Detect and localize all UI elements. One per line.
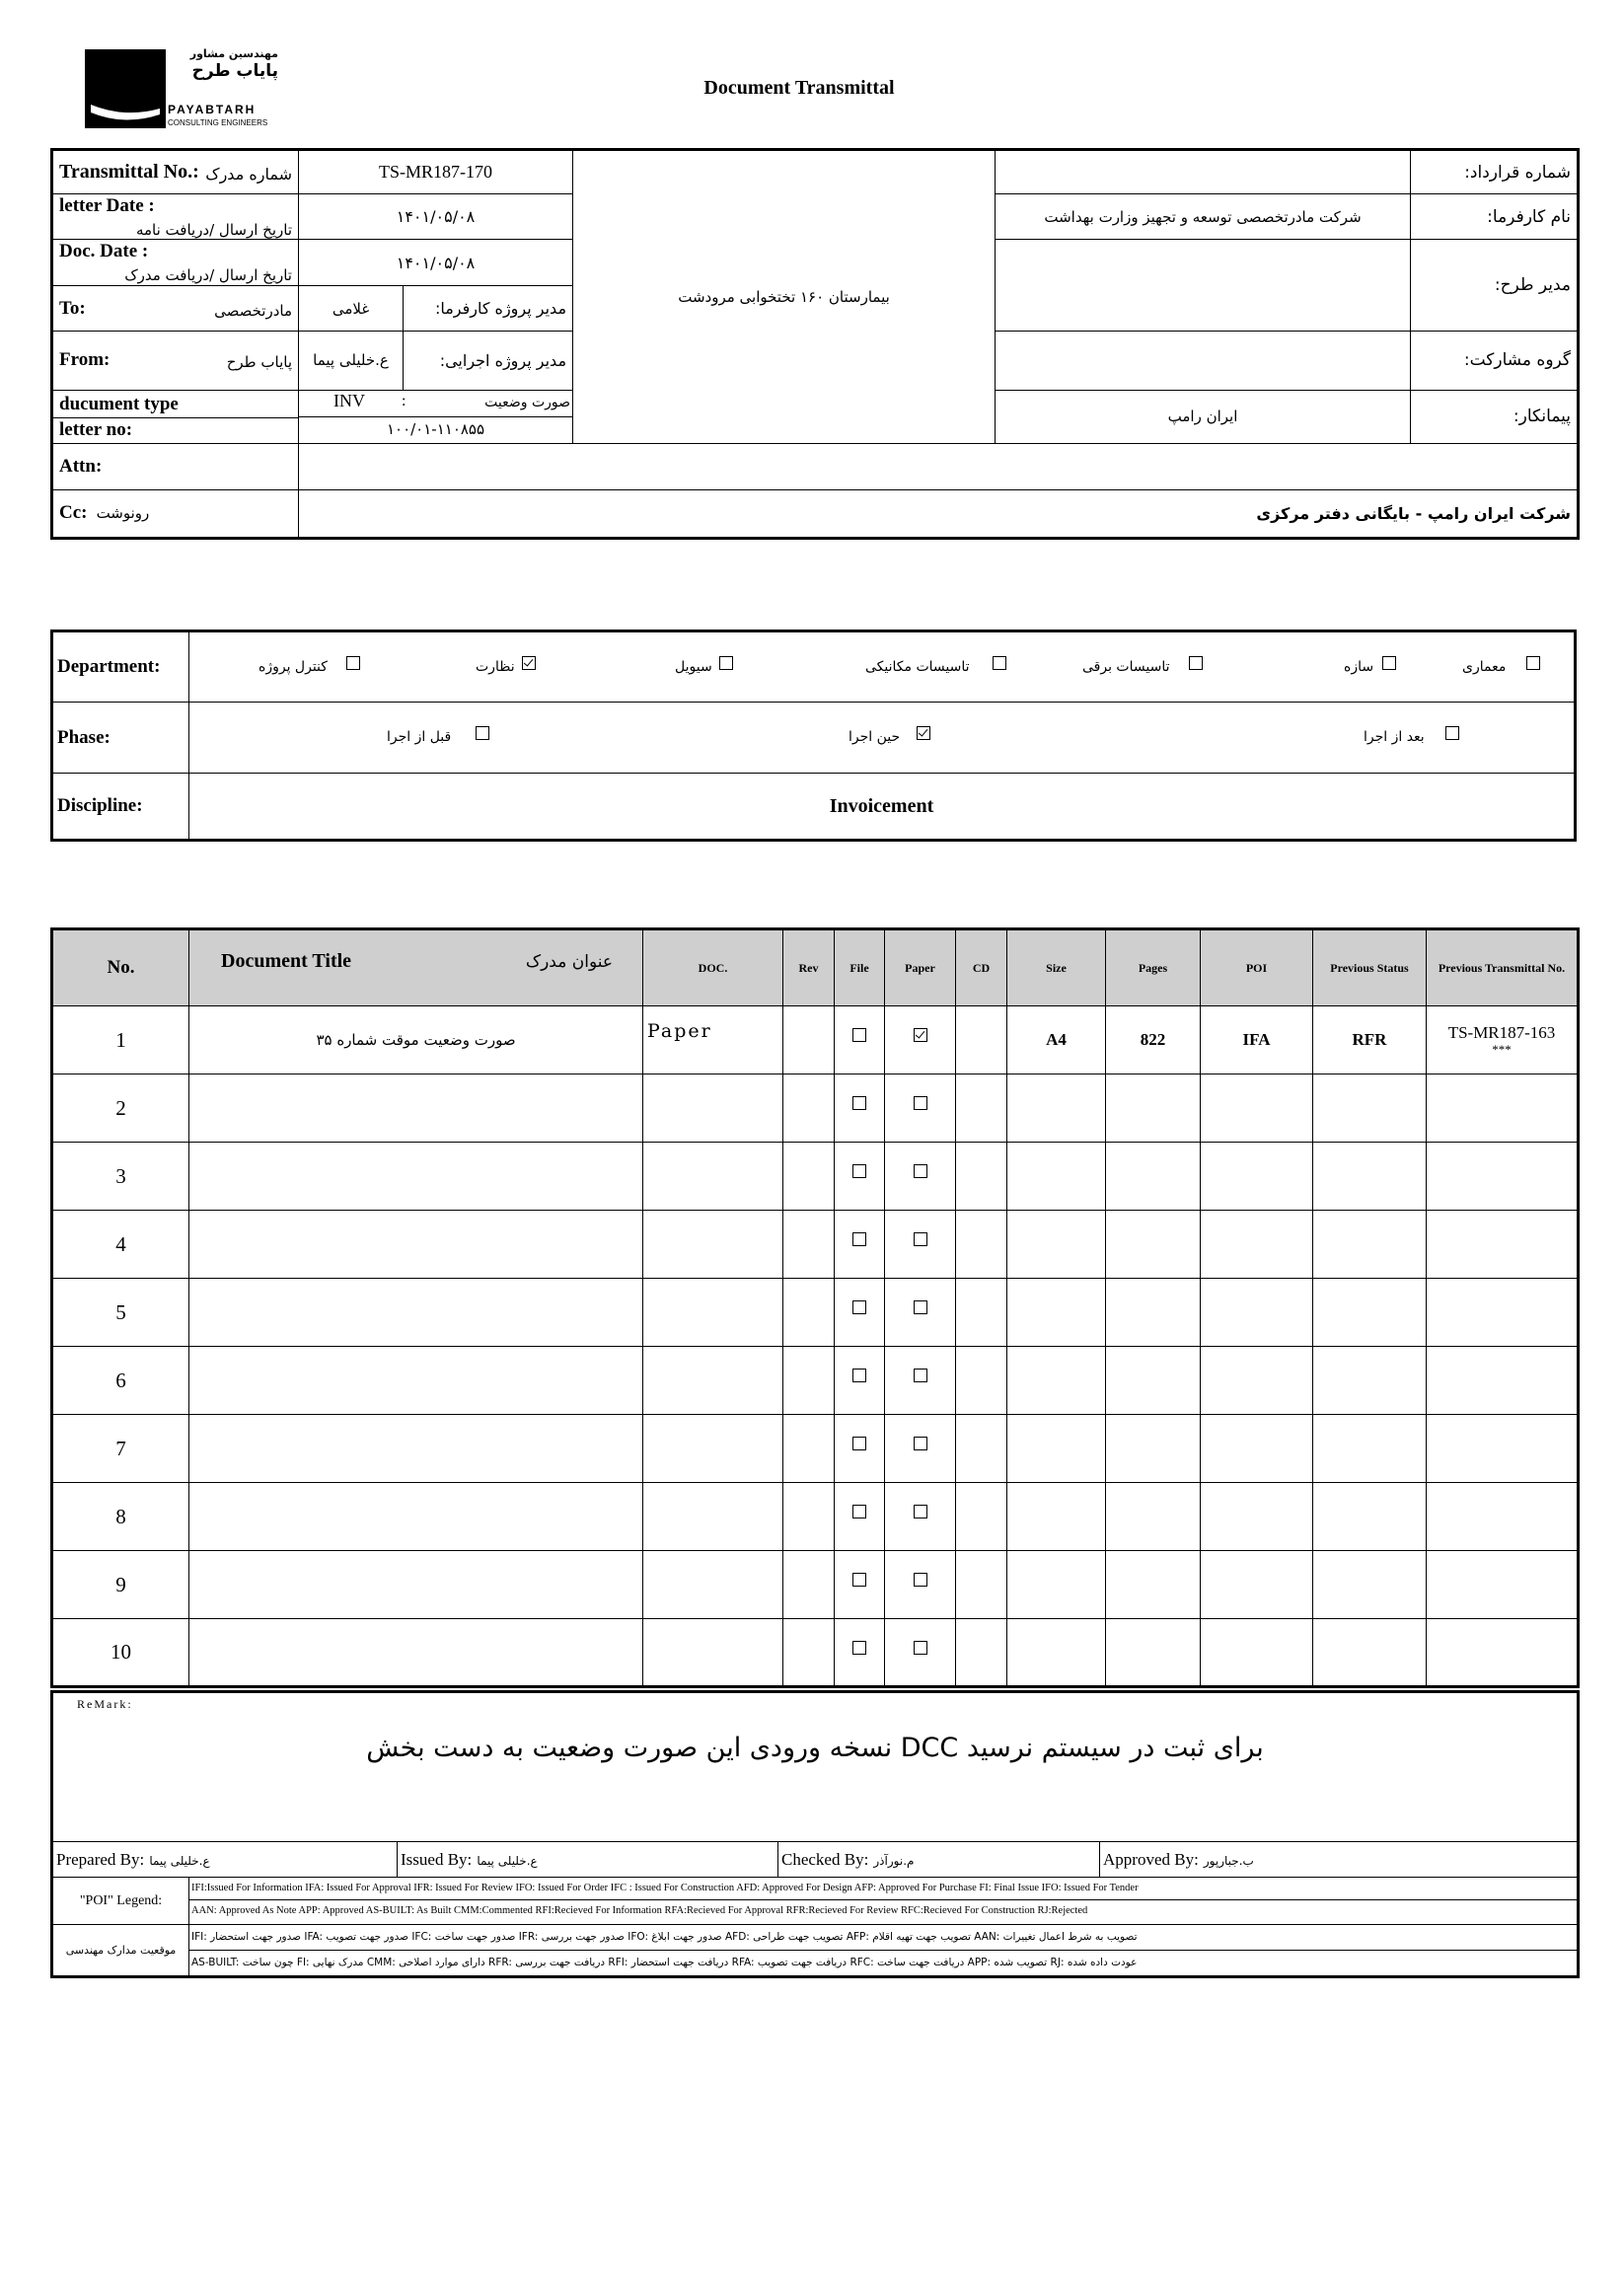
- header-table: [50, 148, 1580, 540]
- row-title-cell: [189, 1143, 643, 1211]
- row-doc-cell: [643, 1006, 783, 1074]
- phase-checkbox-after[interactable]: [1445, 726, 1459, 740]
- row-rev-cell: [783, 1074, 835, 1143]
- row-file-checkbox[interactable]: [852, 1300, 866, 1314]
- col-header-poi: POI: [1201, 929, 1313, 1006]
- row-doc-cell: [643, 1143, 783, 1211]
- row-number-cell: [52, 1143, 189, 1211]
- row-prev-status: RFR: [1352, 1030, 1387, 1049]
- footer-table: [50, 1690, 1580, 1978]
- row-size: A4: [1046, 1030, 1067, 1049]
- row-number: 8: [115, 1504, 126, 1528]
- row-poi-cell: [1201, 1279, 1313, 1347]
- phase-checkbox-during[interactable]: [917, 726, 930, 740]
- row-rev-cell: [783, 1415, 835, 1483]
- row-cd-cell: [956, 1619, 1007, 1687]
- row-file-cell: [835, 1143, 885, 1211]
- table-row: [52, 1619, 1579, 1687]
- status-legend-lines: [189, 1925, 1579, 1977]
- designer-value: [996, 240, 1411, 332]
- row-cd-cell: [956, 1551, 1007, 1619]
- contractor-value: ایران رامپ: [996, 390, 1411, 443]
- contract-no-label: شماره قرارداد:: [1411, 150, 1579, 194]
- from-person: ع.خلیلی پیما: [299, 332, 404, 390]
- row-poi-cell: [1201, 1415, 1313, 1483]
- row-paper-checkbox[interactable]: [914, 1505, 927, 1518]
- attn-value: [299, 443, 1579, 489]
- row-file-checkbox[interactable]: [852, 1505, 866, 1518]
- row-number: 10: [111, 1640, 131, 1664]
- row-prev-status-cell: [1313, 1415, 1427, 1483]
- row-prev-status-cell: [1313, 1279, 1427, 1347]
- row-pages-cell: [1106, 1143, 1201, 1211]
- row-pages-cell: [1106, 1211, 1201, 1279]
- phase-label: Phase:: [52, 703, 189, 774]
- row-title-cell: [189, 1483, 643, 1551]
- row-cd-cell: [956, 1415, 1007, 1483]
- row-poi-cell: [1201, 1551, 1313, 1619]
- discipline-value: Invoicement: [189, 774, 1576, 841]
- row-number-cell: [52, 1551, 189, 1619]
- dept-checkbox-supervision[interactable]: [522, 656, 536, 670]
- row-paper-cell: [885, 1143, 956, 1211]
- row-doc-cell: [643, 1347, 783, 1415]
- doc-type-colon: :: [402, 392, 406, 409]
- employer-value: شرکت مادرتخصصی توسعه و تجهیز وزارت بهداشت: [996, 194, 1411, 240]
- letter-date-value: ۱۴۰۱/۰۵/۰۸: [299, 194, 573, 240]
- letter-no-label: letter no:: [59, 418, 133, 440]
- page-title: Document Transmittal: [703, 77, 895, 99]
- dept-checkbox-structure[interactable]: [1382, 656, 1396, 670]
- row-cd-cell: [956, 1006, 1007, 1074]
- row-cd-cell: [956, 1074, 1007, 1143]
- row-number-cell: [52, 1279, 189, 1347]
- remark-text: نسخه ورودی این صورت وضعیت به دست بخش DCC برای ثبت در سیستم نرسید: [366, 1733, 1264, 1763]
- row-prev-transmittal-cell: [1427, 1006, 1579, 1074]
- row-poi-cell: [1201, 1211, 1313, 1279]
- row-file-checkbox[interactable]: [852, 1028, 866, 1042]
- row-prev-transmittal-cell: [1427, 1551, 1579, 1619]
- row-number: 4: [115, 1231, 126, 1256]
- row-rev-cell: [783, 1143, 835, 1211]
- doc-date-label-cell: Doc. Date : تاریخ ارسال /دریافت مدرک: [52, 240, 299, 286]
- doc-date-value: ۱۴۰۱/۰۵/۰۸: [299, 240, 573, 286]
- row-paper-checkbox[interactable]: [914, 1096, 927, 1110]
- table-row: [52, 1143, 1579, 1211]
- row-rev-cell: [783, 1619, 835, 1687]
- dept-option-supervision[interactable]: نظارت: [476, 656, 536, 675]
- dept-checkbox-civil[interactable]: [719, 656, 733, 670]
- classification-table: [50, 630, 1577, 842]
- department-label: Department:: [52, 631, 189, 703]
- col-header-previous-status: Previous Status: [1313, 929, 1427, 1006]
- dept-option-structure[interactable]: سازه: [1344, 656, 1396, 675]
- row-title-cell: [189, 1211, 643, 1279]
- dept-option-electrical[interactable]: تاسیسات برقی: [1082, 656, 1203, 675]
- row-file-checkbox[interactable]: [852, 1369, 866, 1382]
- row-prev-transmittal-cell: [1427, 1415, 1579, 1483]
- row-poi: IFA: [1242, 1030, 1271, 1049]
- col-header-doc: DOC.: [643, 929, 783, 1006]
- row-pages-cell: [1106, 1415, 1201, 1483]
- row-paper-checkbox[interactable]: [914, 1232, 927, 1246]
- prepared-by-cell: Prepared By: ع.خلیلی پیما: [52, 1842, 398, 1878]
- row-prev-status-cell: [1313, 1211, 1427, 1279]
- row-size-cell: [1007, 1211, 1106, 1279]
- document-table: [50, 927, 1580, 1688]
- row-pages-cell: [1106, 1483, 1201, 1551]
- row-prev-transmittal-cell: [1427, 1143, 1579, 1211]
- row-paper-cell: [885, 1074, 956, 1143]
- letter-no-value: ۱۰۰/۰۱-۱۱۰۸۵۵: [386, 419, 485, 438]
- partnership-label: گروه مشارکت:: [1411, 332, 1579, 390]
- row-prev-transmittal: TS-MR187-163: [1447, 1023, 1556, 1042]
- row-pages-cell: [1106, 1074, 1201, 1143]
- row-prev-status-cell: [1313, 1074, 1427, 1143]
- partnership-value: [996, 332, 1411, 390]
- project-name: بیمارستان ۱۶۰ تختخوابی مرودشت: [573, 150, 996, 444]
- row-file-cell: [835, 1347, 885, 1415]
- doc-type-letter-no-cell: [52, 390, 299, 443]
- row-number: 1: [115, 1027, 126, 1052]
- dept-option-civil[interactable]: سیویل: [675, 656, 733, 675]
- row-file-cell: [835, 1006, 885, 1074]
- row-title: صورت وضعیت موقت شماره ۳۵: [316, 1031, 516, 1049]
- row-size-cell: [1007, 1143, 1106, 1211]
- row-paper-checkbox[interactable]: [914, 1437, 927, 1450]
- row-cd-cell: [956, 1279, 1007, 1347]
- table-row: [52, 1551, 1579, 1619]
- designer-label: مدیر طرح:: [1411, 240, 1579, 332]
- row-size-cell: [1007, 1551, 1106, 1619]
- row-rev-cell: [783, 1551, 835, 1619]
- attn-label: Attn:: [52, 443, 299, 489]
- row-cd-cell: [956, 1143, 1007, 1211]
- row-prev-transmittal-cell: [1427, 1279, 1579, 1347]
- to-label-cell: To: مادرتخصصی: [52, 286, 299, 332]
- dept-checkbox-electrical[interactable]: [1189, 656, 1203, 670]
- row-prev-transmittal-cell: [1427, 1483, 1579, 1551]
- row-rev-cell: [783, 1211, 835, 1279]
- row-pages-cell: [1106, 1347, 1201, 1415]
- remark-label: ReMark:: [77, 1697, 133, 1711]
- phase-options: [189, 703, 1576, 774]
- row-paper-checkbox[interactable]: [914, 1573, 927, 1587]
- row-doc-cell: [643, 1279, 783, 1347]
- doc-type-fa: صورت وضعیت: [484, 394, 571, 410]
- col-header-cd: CD: [956, 929, 1007, 1006]
- row-prev-status-cell: [1313, 1483, 1427, 1551]
- row-number: 6: [115, 1368, 126, 1392]
- status-legend-line-2: AS-BUILT: چون ساخت FI: مدرک نهایی CMM: دارای موارد اصلاحی RFR: دریافت جهت بررسی RFI: دریافت جهت استحضار RFA: دریافت جهت تصویب RFC: دریافت جهت ساخت APP: تصویب شده RJ: عودت داده شده: [191, 1957, 1138, 1968]
- row-size-cell: [1007, 1483, 1106, 1551]
- from-role: مدیر پروژه اجرایی:: [404, 332, 573, 390]
- row-prev-transmittal-cell: [1427, 1074, 1579, 1143]
- row-doc-cell: [643, 1551, 783, 1619]
- transmittal-no-value: TS-MR187-170: [299, 150, 573, 194]
- col-header-size: Size: [1007, 929, 1106, 1006]
- transmittal-no-label-cell: Transmittal No.: شماره مدرک: [52, 150, 299, 194]
- contractor-label: پیمانکار:: [1411, 390, 1579, 443]
- row-rev-cell: [783, 1279, 835, 1347]
- row-size-cell: [1007, 1619, 1106, 1687]
- row-file-checkbox[interactable]: [852, 1573, 866, 1587]
- row-paper-cell: [885, 1551, 956, 1619]
- phase-option-during[interactable]: حین اجرا: [849, 726, 930, 745]
- row-doc-cell: [643, 1211, 783, 1279]
- to-role: مدیر پروژه کارفرما:: [404, 286, 573, 332]
- row-file-checkbox[interactable]: [852, 1437, 866, 1450]
- dept-checkbox-project-control[interactable]: [346, 656, 360, 670]
- row-size-cell: [1007, 1006, 1106, 1074]
- row-number-cell: [52, 1415, 189, 1483]
- poi-legend-line-2: AAN: Approved As Note APP: Approved AS-BUILT: As Built CMM:Commented RFI:Recieved For Information RFA:Recieved For Approval RFR:Recieved For Review RFC:Recieved For Construction RJ:Rejected: [191, 1905, 1088, 1916]
- row-rev-cell: [783, 1483, 835, 1551]
- row-title-cell: [189, 1551, 643, 1619]
- row-paper-checkbox[interactable]: [914, 1300, 927, 1314]
- row-size-cell: [1007, 1279, 1106, 1347]
- row-prev-status-cell: [1313, 1006, 1427, 1074]
- row-pages: 822: [1140, 1030, 1166, 1049]
- row-pages-cell: [1106, 1279, 1201, 1347]
- row-file-cell: [835, 1415, 885, 1483]
- row-paper-checkbox[interactable]: [914, 1028, 927, 1042]
- table-row: [52, 1347, 1579, 1415]
- dept-checkbox-architecture[interactable]: [1526, 656, 1540, 670]
- row-number: 5: [115, 1299, 126, 1324]
- poi-legend-lines: [189, 1878, 1579, 1925]
- col-header-rev: Rev: [783, 929, 835, 1006]
- row-file-cell: [835, 1551, 885, 1619]
- from-label-cell: From: پایاب طرح: [52, 332, 299, 390]
- table-row: [52, 1006, 1579, 1074]
- row-paper-cell: [885, 1006, 956, 1074]
- row-prev-status-cell: [1313, 1619, 1427, 1687]
- employer-label: نام کارفرما:: [1411, 194, 1579, 240]
- contract-no-value: [996, 150, 1411, 194]
- row-doc-cell: [643, 1415, 783, 1483]
- row-file-checkbox[interactable]: [852, 1096, 866, 1110]
- table-row: [52, 1074, 1579, 1143]
- row-title-cell: [189, 1074, 643, 1143]
- row-file-cell: [835, 1483, 885, 1551]
- cc-label-cell: Cc: رونوشت: [52, 489, 299, 538]
- logo-en-title: PAYABTARH: [168, 103, 257, 116]
- row-paper-cell: [885, 1279, 956, 1347]
- row-title-cell: [189, 1619, 643, 1687]
- row-poi-cell: [1201, 1347, 1313, 1415]
- row-poi-cell: [1201, 1074, 1313, 1143]
- row-doc-cell: [643, 1619, 783, 1687]
- row-number: 9: [115, 1572, 126, 1596]
- table-row: [52, 1483, 1579, 1551]
- col-header-title: Document Title عنوان مدرک: [189, 929, 643, 1006]
- letter-date-label-cell: letter Date : تاریخ ارسال /دریافت نامه: [52, 194, 299, 240]
- row-paper-cell: [885, 1347, 956, 1415]
- row-paper-cell: [885, 1619, 956, 1687]
- row-file-cell: [835, 1211, 885, 1279]
- poi-legend-label: "POI" Legend:: [52, 1878, 189, 1925]
- table-row: [52, 1279, 1579, 1347]
- row-cd-cell: [956, 1483, 1007, 1551]
- row-number-cell: [52, 1483, 189, 1551]
- row-paper-checkbox[interactable]: [914, 1164, 927, 1178]
- department-options: [189, 631, 1576, 703]
- status-legend-label: موقعیت مدارک مهندسی: [52, 1925, 189, 1977]
- checked-by-cell: Checked By: م.نورآذر: [778, 1842, 1100, 1878]
- phase-option-after[interactable]: بعد از اجرا: [1364, 726, 1459, 745]
- row-size-cell: [1007, 1415, 1106, 1483]
- col-header-pages: Pages: [1106, 929, 1201, 1006]
- row-file-cell: [835, 1279, 885, 1347]
- row-prev-transmittal-cell: [1427, 1211, 1579, 1279]
- poi-legend-line-1: IFI:Issued For Information IFA: Issued For Approval IFR: Issued For Review IFO: Issued For Order IFC : Issued For Construction AFD: Approved For Design AFP: Approved For Purchase FI: Final Issue IFO: Issued For Tender: [189, 1878, 1577, 1900]
- row-poi-cell: [1201, 1006, 1313, 1074]
- row-title-cell: [189, 1347, 643, 1415]
- row-rev-cell: [783, 1347, 835, 1415]
- row-cd-cell: [956, 1211, 1007, 1279]
- row-number: 2: [115, 1095, 126, 1120]
- col-header-file: File: [835, 929, 885, 1006]
- row-number: 3: [115, 1163, 126, 1188]
- row-paper-cell: [885, 1415, 956, 1483]
- logo-en-subtitle: CONSULTING ENGINEERS: [168, 118, 268, 127]
- table-row: [52, 1415, 1579, 1483]
- row-pages-cell: [1106, 1619, 1201, 1687]
- doc-type-code: INV: [333, 390, 365, 410]
- row-file-checkbox[interactable]: [852, 1232, 866, 1246]
- logo-fa-subtitle: مهندسین مشاور: [189, 47, 278, 60]
- row-file-cell: [835, 1074, 885, 1143]
- row-prev-status-cell: [1313, 1551, 1427, 1619]
- table-row: [52, 1211, 1579, 1279]
- row-prev-transmittal-cell: [1427, 1619, 1579, 1687]
- dept-option-project-control[interactable]: کنترل پروژه: [258, 656, 360, 675]
- row-file-cell: [835, 1619, 885, 1687]
- row-pages-cell: [1106, 1006, 1201, 1074]
- row-prev-status-cell: [1313, 1347, 1427, 1415]
- discipline-label: Discipline:: [52, 774, 189, 841]
- row-title-cell: [189, 1006, 643, 1074]
- approved-by-cell: Approved By: ب.جبارپور: [1100, 1842, 1579, 1878]
- row-paper-checkbox[interactable]: [914, 1641, 927, 1655]
- row-cd-cell: [956, 1347, 1007, 1415]
- row-title-cell: [189, 1279, 643, 1347]
- row-poi-cell: [1201, 1483, 1313, 1551]
- col-header-paper: Paper: [885, 929, 956, 1006]
- row-doc-cell: [643, 1483, 783, 1551]
- doc-type-label: ducument type: [53, 391, 298, 418]
- row-doc: Paper: [647, 1020, 712, 1042]
- col-header-no: No.: [52, 929, 189, 1006]
- dept-option-architecture[interactable]: معماری: [1462, 656, 1540, 675]
- row-file-checkbox[interactable]: [852, 1641, 866, 1655]
- col-header-previous-transmittal: Previous Transmittal No.: [1427, 929, 1579, 1006]
- row-file-checkbox[interactable]: [852, 1164, 866, 1178]
- row-number-cell: [52, 1006, 189, 1074]
- row-prev-transmittal-cell: [1427, 1347, 1579, 1415]
- dept-checkbox-mechanical[interactable]: [993, 656, 1006, 670]
- row-paper-cell: [885, 1483, 956, 1551]
- logo-mark-icon: [85, 49, 166, 128]
- row-pages-cell: [1106, 1551, 1201, 1619]
- dept-option-mechanical[interactable]: تاسیسات مکانیکی: [865, 656, 1006, 675]
- cc-value: شرکت ایران رامپ - بایگانی دفتر مرکزی: [299, 489, 1579, 538]
- row-number-cell: [52, 1211, 189, 1279]
- row-size-cell: [1007, 1347, 1106, 1415]
- to-person: غلامی: [299, 286, 404, 332]
- row-paper-cell: [885, 1211, 956, 1279]
- row-rev-cell: [783, 1006, 835, 1074]
- row-number-cell: [52, 1074, 189, 1143]
- logo-fa-title: پایاب طرح: [191, 61, 278, 81]
- issued-by-cell: Issued By: ع.خلیلی پیما: [398, 1842, 778, 1878]
- row-paper-checkbox[interactable]: [914, 1369, 927, 1382]
- row-number-cell: [52, 1619, 189, 1687]
- row-prev-transmittal-note: ***: [1492, 1042, 1512, 1057]
- row-number: 7: [115, 1436, 126, 1460]
- company-logo: [85, 47, 292, 134]
- phase-checkbox-before[interactable]: [476, 726, 489, 740]
- remark-cell: [52, 1692, 1579, 1842]
- row-doc-cell: [643, 1074, 783, 1143]
- row-poi-cell: [1201, 1619, 1313, 1687]
- phase-option-before[interactable]: قبل از اجرا: [387, 726, 489, 745]
- row-title-cell: [189, 1415, 643, 1483]
- row-poi-cell: [1201, 1143, 1313, 1211]
- row-size-cell: [1007, 1074, 1106, 1143]
- row-number-cell: [52, 1347, 189, 1415]
- status-legend-line-1: IFI: صدور جهت استحضار IFA: صدور جهت تصویب IFC: صدور جهت ساخت IFR: صدور جهت بررسی IFO: صدور جهت ابلاغ AFD: تصویب جهت طراحی AFP: تصویب جهت تهیه اقلام AAN: تصویب به شرط اعمال تغییرات: [189, 1925, 1577, 1951]
- doc-type-letter-no-values: [299, 390, 573, 443]
- row-prev-status-cell: [1313, 1143, 1427, 1211]
